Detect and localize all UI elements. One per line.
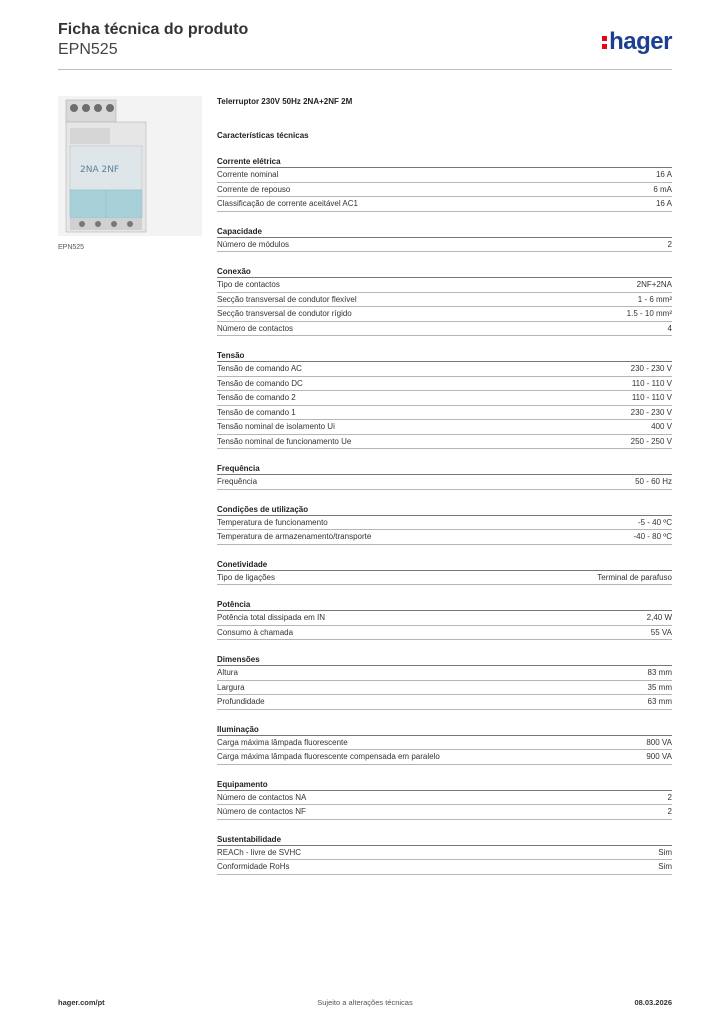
page-header [58,20,672,70]
spec-row [217,736,672,751]
spec-value: Sim [658,862,672,871]
spec-value: 55 VA [650,627,672,637]
spec-row [217,475,672,490]
section-title: Conexão [217,266,672,278]
section-title: Corrente elétrica [217,156,672,168]
spec-sections [217,156,672,875]
section-title: Capacidade [217,226,672,238]
spec-label: Corrente nominal [217,170,279,179]
spec-row [217,846,672,861]
spec-section [217,350,672,449]
spec-value: 50 - 60 Hz [635,477,672,486]
spec-label: Temperatura de funcionamento [217,517,328,527]
spec-value: 110 - 110 V [631,378,672,388]
spec-value: 1 - 6 mm² [637,294,672,304]
spec-value: 230 - 230 V [630,364,672,373]
spec-label: REACh - livre de SVHC [217,847,302,857]
spec-row [217,516,672,531]
spec-label: Profundidade [217,697,265,706]
spec-label: Tensão de comando 1 [217,407,296,417]
spec-value: Terminal de parafuso [597,572,672,582]
spec-value: 2 [667,807,672,816]
spec-value: -5 - 40 ºC [637,517,672,527]
spec-label: Tipo de ligações [217,572,275,582]
spec-row [217,183,672,198]
spec-row [217,168,672,183]
spec-row [217,666,672,681]
spec-label: Tensão de comando 2 [217,393,296,402]
spec-value: 2 [667,239,672,249]
spec-section [217,654,672,710]
section-title: Potência [217,599,672,611]
spec-value: 16 A [655,199,672,208]
spec-row [217,571,672,586]
spec-label: Número de contactos [217,323,294,333]
section-title: Iluminação [217,724,672,736]
logo-dots-icon [602,36,607,52]
spec-section [217,156,672,212]
spec-row [217,420,672,435]
spec-label: Carga máxima lâmpada fluorescente compensada em paralelo [217,752,440,761]
spec-value: 250 - 250 V [630,436,672,446]
section-title: Conetividade [217,559,672,571]
spec-row [217,860,672,875]
spec-row [217,791,672,806]
spec-row [217,750,672,765]
spec-row [217,307,672,322]
section-title: Sustentabilidade [217,834,672,846]
spec-row [217,626,672,641]
spec-value: 1.5 - 10 mm² [626,309,672,318]
spec-value: 63 mm [647,697,672,706]
spec-section [217,266,672,336]
footer-date: 08.03.2026 [634,998,672,1007]
technical-characteristics-heading: Características técnicas [217,131,309,140]
spec-label: Tensão nominal de funcionamento Ue [217,436,352,446]
spec-row [217,435,672,450]
spec-label: Número de contactos NA [217,792,307,802]
logo-text: hager [609,28,672,55]
spec-label: Secção transversal de condutor rígido [217,309,352,318]
spec-value: Sim [658,847,672,857]
spec-label: Largura [217,682,245,692]
spec-value: 6 mA [653,184,672,194]
section-title: Condições de utilização [217,504,672,516]
spec-value: 2 [667,792,672,802]
spec-row [217,322,672,337]
section-title: Tensão [217,350,672,362]
spec-row [217,293,672,308]
spec-value: 16 A [655,170,672,179]
spec-label: Carga máxima lâmpada fluorescente [217,737,348,747]
spec-value: 900 VA [646,752,672,761]
spec-row [217,406,672,421]
spec-value: 2,40 W [646,613,672,622]
section-title: Frequência [217,463,672,475]
spec-row [217,611,672,626]
svg-text:2NA 2NF: 2NA 2NF [80,165,120,175]
spec-row [217,362,672,377]
page-title: Ficha técnica do produto [58,21,249,38]
spec-section [217,559,672,586]
spec-value: 83 mm [647,668,672,677]
spec-label: Tensão de comando AC [217,364,302,373]
spec-row [217,695,672,710]
spec-value: 110 - 110 V [631,393,672,402]
product-image [58,96,202,236]
product-code: EPN525 [58,41,118,58]
section-title: Equipamento [217,779,672,791]
spec-row [217,377,672,392]
spec-value: 230 - 230 V [630,407,672,417]
spec-label: Frequência [217,477,258,486]
spec-value: 400 V [651,422,672,431]
spec-label: Potência total dissipada em IN [217,613,326,622]
spec-label: Tipo de contactos [217,280,280,289]
spec-label: Classificação de corrente aceitável AC1 [217,199,358,208]
spec-label: Número de módulos [217,239,290,249]
spec-label: Corrente de repouso [217,184,291,194]
spec-label: Temperatura de armazenamento/transporte [217,532,372,541]
spec-section [217,779,672,820]
hager-logo [602,28,672,56]
spec-value: -40 - 80 ºC [633,532,672,541]
spec-label: Altura [217,668,238,677]
spec-row [217,391,672,406]
spec-value: 35 mm [647,682,672,692]
footer-notice: Sujeito a alterações técnicas [317,998,413,1007]
image-caption: EPN525 [58,244,85,251]
spec-label: Conformidade RoHs [217,862,290,871]
footer-website: hager.com/pt [58,998,105,1007]
spec-section [217,226,672,253]
spec-row [217,681,672,696]
spec-label: Secção transversal de condutor flexível [217,294,357,304]
spec-label: Tensão nominal de isolamento Ui [217,422,335,431]
spec-section [217,504,672,545]
spec-row [217,238,672,253]
spec-section [217,834,672,875]
spec-row [217,278,672,293]
spec-row [217,805,672,820]
spec-section [217,463,672,490]
spec-label: Número de contactos NF [217,807,306,816]
spec-label: Consumo à chamada [217,627,294,637]
product-name: Telerruptor 230V 50Hz 2NA+2NF 2M [217,97,353,106]
spec-label: Tensão de comando DC [217,378,303,388]
section-title: Dimensões [217,654,672,666]
spec-section [217,599,672,640]
spec-value: 800 VA [646,737,672,747]
spec-row [217,530,672,545]
spec-value: 4 [667,323,672,333]
spec-value: 2NF+2NA [636,280,672,289]
spec-row [217,197,672,212]
spec-content [217,96,672,875]
spec-section [217,724,672,765]
